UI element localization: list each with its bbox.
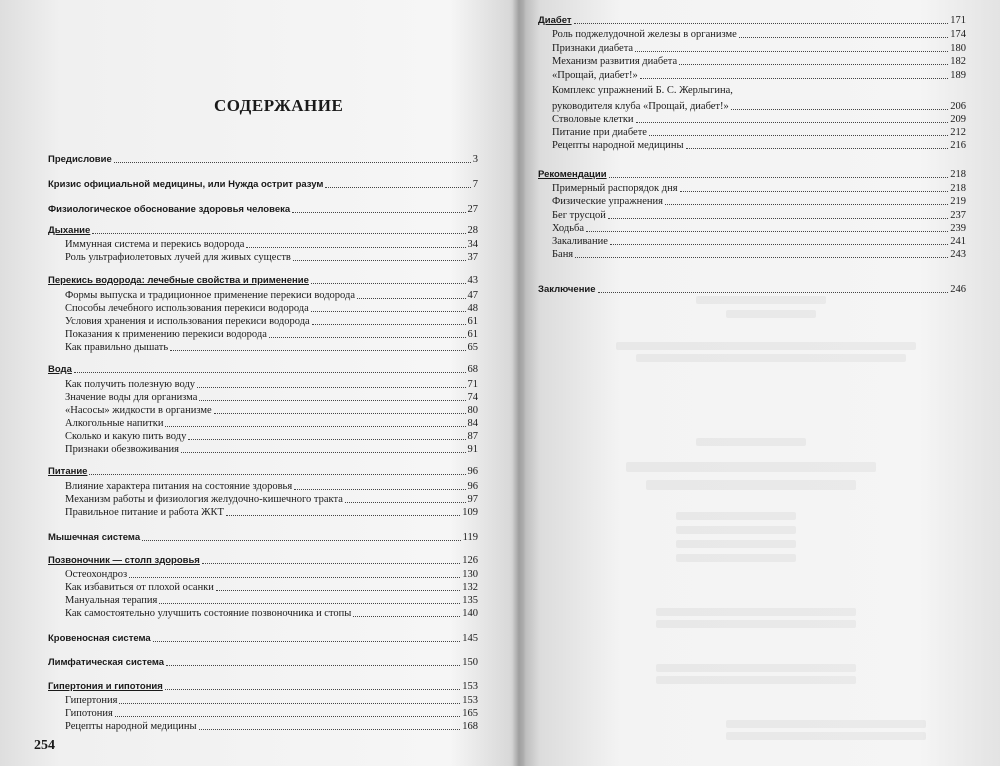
toc-entry-title: Дыхание	[48, 225, 91, 236]
toc-entry-page: 212	[950, 127, 966, 138]
toc-entry	[65, 391, 478, 404]
dot-leader	[153, 641, 461, 642]
dot-leader	[686, 148, 949, 149]
toc-entry-title: Перекись водорода: лечебные свойства и применение	[48, 275, 309, 286]
toc-entry-page: 140	[462, 608, 478, 619]
toc-entry-page: 216	[950, 140, 966, 151]
dot-leader	[165, 689, 460, 690]
toc-section	[48, 363, 478, 376]
toc-entry-page: 218	[950, 169, 966, 180]
toc-entry-page: 130	[462, 569, 478, 580]
dot-leader	[197, 387, 465, 388]
toc-entry-page: 168	[462, 721, 478, 732]
toc-section	[538, 14, 966, 27]
toc-entry-page: 74	[467, 392, 478, 403]
toc-entry	[65, 506, 478, 519]
toc-section	[48, 203, 478, 216]
dot-leader	[731, 109, 948, 110]
toc-entry-page: 237	[950, 210, 966, 221]
toc-entry	[65, 480, 478, 493]
show-through-line	[696, 438, 806, 446]
toc-section	[48, 178, 478, 191]
dot-leader	[357, 298, 466, 299]
toc-entry-page: 61	[467, 316, 478, 327]
show-through-line	[726, 720, 926, 728]
dot-leader	[89, 474, 465, 475]
toc-entry-title: Ходьба	[552, 223, 585, 234]
show-through-line	[676, 540, 796, 548]
dot-leader	[345, 502, 466, 503]
dot-leader	[188, 439, 465, 440]
dot-leader	[166, 665, 460, 666]
toc-entry-page: 219	[950, 196, 966, 207]
show-through-line	[656, 608, 856, 616]
toc-entry	[65, 581, 478, 594]
toc-entry-page: 119	[462, 532, 478, 543]
dot-leader	[636, 122, 949, 123]
toc-entry-title: Мануальная терапия	[65, 595, 158, 606]
dot-leader	[665, 204, 948, 205]
toc-entry-title: Питание	[48, 466, 88, 477]
toc-section	[48, 153, 478, 166]
toc-entry-page: 34	[467, 239, 478, 250]
toc-entry-title: Алкогольные напитки	[65, 418, 164, 429]
toc-entry	[65, 302, 478, 315]
dot-leader	[312, 324, 466, 325]
show-through-line	[676, 526, 796, 534]
dot-leader	[574, 23, 949, 24]
dot-leader	[608, 218, 948, 219]
toc-entry-title: Заключение	[538, 284, 596, 295]
toc-entry-page: 97	[467, 494, 478, 505]
toc-entry	[65, 378, 478, 391]
dot-leader	[199, 400, 465, 401]
toc-entry-page: 87	[467, 431, 478, 442]
toc-entry	[65, 607, 478, 620]
toc-entry-title: Диабет	[538, 15, 572, 26]
toc-entry-page: 91	[467, 444, 478, 455]
toc-entry	[65, 707, 478, 720]
toc-entry-title: Механизм развития диабета	[552, 56, 678, 67]
toc-entry-page: 37	[467, 252, 478, 263]
dot-leader	[311, 283, 466, 284]
toc-entry-page: 171	[950, 15, 966, 26]
toc-entry	[552, 69, 966, 82]
toc-entry-title: Как избавиться от плохой осанки	[65, 582, 214, 593]
toc-entry-title: Примерный распорядок дня	[552, 183, 678, 194]
toc-entry-page: 61	[467, 329, 478, 340]
dot-leader	[609, 177, 949, 178]
show-through-line	[656, 620, 856, 628]
toc-entry	[552, 126, 966, 139]
toc-entry-page: 153	[462, 681, 478, 692]
dot-leader	[216, 590, 460, 591]
toc-section	[48, 465, 478, 478]
dot-leader	[575, 257, 948, 258]
dot-leader	[586, 231, 948, 232]
toc-entry-title: Кровеносная система	[48, 633, 151, 644]
toc-entry-page: 180	[950, 43, 966, 54]
page-number: 254	[34, 738, 55, 753]
show-through-line	[726, 310, 816, 318]
toc-entry	[552, 139, 966, 152]
toc-entry-page: 84	[467, 418, 478, 429]
toc-entry	[552, 222, 966, 235]
toc-entry	[65, 404, 478, 417]
toc-entry-title: Баня	[552, 249, 574, 260]
toc-entry-page: 241	[950, 236, 966, 247]
toc-entry	[65, 251, 478, 264]
toc-entry-page: 71	[467, 379, 478, 390]
toc-entry-page: 145	[462, 633, 478, 644]
toc-entry	[65, 417, 478, 430]
dot-leader	[269, 337, 466, 338]
toc-section	[48, 656, 478, 669]
toc-entry	[65, 443, 478, 456]
toc-entry-page: 135	[462, 595, 478, 606]
toc-entry-title: Предисловие	[48, 154, 112, 165]
dot-leader	[353, 616, 460, 617]
toc-entry-title: Стволовые клетки	[552, 114, 634, 125]
dot-leader	[246, 247, 465, 248]
toc-entry	[65, 430, 478, 443]
toc-entry-page: 239	[950, 223, 966, 234]
toc-entry-page: 80	[467, 405, 478, 416]
toc-entry	[65, 328, 478, 341]
dot-leader	[293, 260, 466, 261]
dot-leader	[635, 51, 948, 52]
toc-entry-title: Физические упражнения	[552, 196, 663, 207]
toc-entry-title: Условия хранения и использования перекиси водорода	[65, 316, 310, 327]
toc-entry-title: Как правильно дышать	[65, 342, 169, 353]
toc-entry-title: Признаки обезвоживания	[65, 444, 179, 455]
toc-entry-title: Рецепты народной медицины	[65, 721, 197, 732]
dot-leader	[181, 452, 466, 453]
toc-entry-title: Формы выпуска и традиционное применение перекиси водорода	[65, 290, 355, 301]
toc-section	[538, 168, 966, 181]
show-through-line	[726, 732, 926, 740]
show-through-line	[676, 512, 796, 520]
toc-section	[48, 632, 478, 645]
toc-entry-title: Вода	[48, 364, 72, 375]
dot-leader	[199, 729, 461, 730]
toc-entry-title: Рецепты народной медицины	[552, 140, 684, 151]
toc-section	[538, 283, 966, 296]
dot-leader	[640, 78, 948, 79]
show-through-line	[656, 676, 856, 684]
dot-leader	[202, 563, 460, 564]
toc-entry-page: 48	[467, 303, 478, 314]
toc-entry-title: Роль ультрафиолетовых лучей для живых существ	[65, 252, 291, 263]
toc-entry-page: 68	[467, 364, 478, 375]
toc-entry-page: 243	[950, 249, 966, 260]
show-through-line	[626, 462, 876, 472]
toc-section	[48, 531, 478, 544]
show-through-line	[656, 664, 856, 672]
dot-leader	[292, 212, 465, 213]
toc-entry-title: Роль поджелудочной железы в организме	[552, 29, 737, 40]
toc-entry-page: 28	[467, 225, 478, 236]
toc-entry-page: 96	[467, 466, 478, 477]
toc-entry	[552, 55, 966, 68]
dot-leader	[129, 577, 460, 578]
toc-entry	[552, 235, 966, 248]
dot-leader	[115, 716, 460, 717]
dot-leader	[226, 515, 460, 516]
toc-entry-title: Как самостоятельно улучшить состояние позвоночника и стопы	[65, 608, 352, 619]
toc-entry-title: Позвоночник — столп здоровья	[48, 555, 200, 566]
toc-entry-page: 165	[462, 708, 478, 719]
dot-leader	[74, 372, 466, 373]
toc-entry-page: 126	[462, 555, 478, 566]
dot-leader	[311, 311, 466, 312]
dot-leader	[159, 603, 460, 604]
page-title: СОДЕРЖАНИЕ	[214, 96, 344, 115]
toc-section	[48, 224, 478, 237]
toc-entry	[65, 238, 478, 251]
toc-entry-title: Мышечная система	[48, 532, 141, 543]
toc-entry-title: Кризис официальной медицины, или Нужда острит разум	[48, 179, 324, 190]
toc-entry	[552, 42, 966, 55]
toc-entry-page: 27	[467, 204, 478, 215]
toc-entry	[552, 113, 966, 126]
dot-leader	[739, 37, 948, 38]
dot-leader	[680, 191, 949, 192]
dot-leader	[649, 135, 948, 136]
toc-entry-title: Лимфатическая система	[48, 657, 165, 668]
toc-entry-title: Закаливание	[552, 236, 608, 247]
toc-entry-title: Гипертония и гипотония	[48, 681, 163, 692]
toc-entry-page: 96	[467, 481, 478, 492]
show-through-line	[636, 354, 906, 362]
toc-entry-title: «Прощай, диабет!»	[552, 70, 638, 81]
toc-entry-title: Способы лечебного использования перекиси водорода	[65, 303, 309, 314]
toc-entry-page: 218	[950, 183, 966, 194]
toc-entry-page: 209	[950, 114, 966, 125]
toc-entry-page: 43	[467, 275, 478, 286]
toc-entry-title: Гипертония	[65, 695, 118, 706]
toc-entry	[65, 341, 478, 354]
toc-entry	[552, 195, 966, 208]
dot-leader	[114, 162, 471, 163]
dot-leader	[610, 244, 948, 245]
toc-entry-title: Как получить полезную воду	[65, 379, 196, 390]
toc-entry-page: 182	[950, 56, 966, 67]
toc-entry-title: Физиологическое обоснование здоровья человека	[48, 204, 291, 215]
toc-entry	[552, 28, 966, 41]
show-through-line	[646, 480, 856, 490]
show-through-line	[696, 296, 826, 304]
show-through-line	[676, 554, 796, 562]
toc-entry-page: 246	[950, 284, 966, 295]
toc-entry-title: руководителя клуба «Прощай, диабет!»	[552, 101, 729, 112]
toc-entry-title: Питание при диабете	[552, 127, 647, 138]
toc-entry-title: Механизм работы и физиология желудочно-кишечного тракта	[65, 494, 343, 505]
dot-leader	[92, 233, 465, 234]
dot-leader	[679, 64, 948, 65]
toc-entry	[65, 493, 478, 506]
toc-entry-page: 153	[462, 695, 478, 706]
toc-entry	[552, 182, 966, 195]
toc-entry	[65, 720, 478, 733]
book-gutter	[512, 0, 526, 766]
toc-entry	[552, 209, 966, 222]
toc-entry-page: 132	[462, 582, 478, 593]
toc-entry-title: Остеохондроз	[65, 569, 128, 580]
toc-entry-title: Иммунная система и перекись водорода	[65, 239, 245, 250]
toc-entry	[65, 594, 478, 607]
toc-entry-page: 3	[472, 154, 478, 165]
dot-leader	[142, 540, 461, 541]
toc-entry	[65, 289, 478, 302]
toc-entry-page: 47	[467, 290, 478, 301]
toc-entry-page: 174	[950, 29, 966, 40]
dot-leader	[325, 187, 470, 188]
toc-entry-title: Признаки диабета	[552, 43, 634, 54]
toc-entry-page: 109	[462, 507, 478, 518]
toc-entry-title: Рекомендации	[538, 169, 607, 180]
dot-leader	[598, 292, 949, 293]
dot-leader	[165, 426, 465, 427]
toc-entry-title: Влияние характера питания на состояние здоровья	[65, 481, 293, 492]
toc-entry-title: Значение воды для организма	[65, 392, 198, 403]
toc-entry	[552, 248, 966, 261]
dot-leader	[214, 413, 466, 414]
toc-entry	[552, 84, 966, 97]
toc-section	[48, 554, 478, 567]
dot-leader	[170, 350, 465, 351]
toc-section	[48, 274, 478, 287]
toc-entry-title: Гипотония	[65, 708, 113, 719]
toc-entry-title: Показания к применению перекиси водорода	[65, 329, 267, 340]
toc-entry-title: Правильное питание и работа ЖКТ	[65, 507, 224, 518]
show-through-line	[616, 342, 916, 350]
toc-entry-page: 189	[950, 70, 966, 81]
toc-section	[48, 680, 478, 693]
toc-entry-page: 7	[472, 179, 478, 190]
toc-entry-title: Сколько и какую пить воду	[65, 431, 187, 442]
right-page	[526, 0, 1000, 766]
toc-entry	[65, 694, 478, 707]
toc-entry	[65, 315, 478, 328]
toc-entry	[552, 100, 966, 113]
toc-entry-title: «Насосы» жидкости в организме	[65, 405, 212, 416]
toc-entry-title: Комплекс упражнений Б. С. Жерлыгина,	[552, 85, 733, 96]
dot-leader	[119, 703, 460, 704]
toc-entry-page: 206	[950, 101, 966, 112]
toc-entry	[65, 568, 478, 581]
dot-leader	[294, 489, 465, 490]
toc-entry-page: 65	[467, 342, 478, 353]
toc-entry-title: Бег трусцой	[552, 210, 606, 221]
toc-entry-page: 150	[462, 657, 478, 668]
